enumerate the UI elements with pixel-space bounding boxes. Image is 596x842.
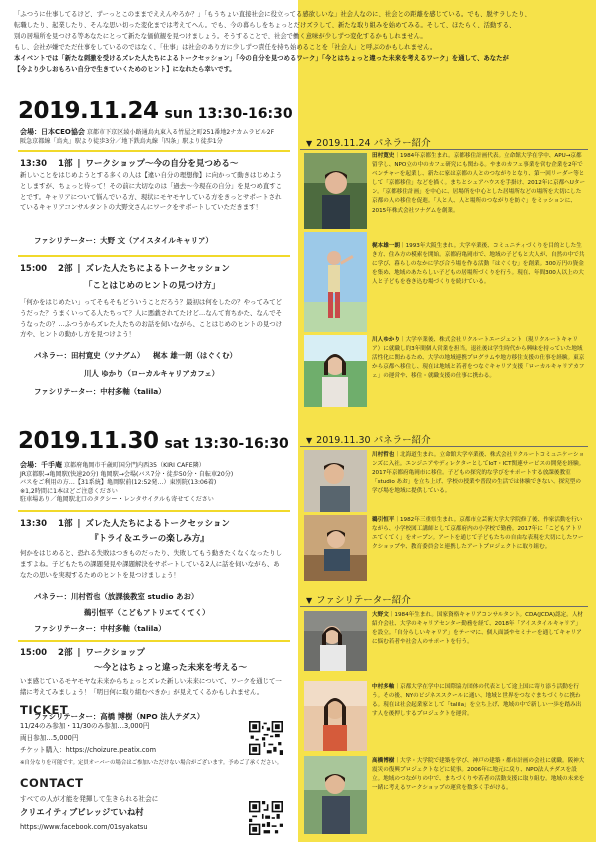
day2-venue-address: 京都府亀岡市千歳町国分門内西35（KIRI CAFE隣） — [63, 462, 205, 469]
intro-line: もし、会社が嫌でただ仕事をしているのではなく、「仕事」は社会のあり方に少しずつ責任を持ち始めることを「社会人」と呼ぶのかもしれません。 — [14, 43, 437, 51]
panelist-label: パネラー： — [34, 592, 71, 601]
facilitator-label: ファシリテーター： — [34, 712, 101, 721]
panelist-name: 田村寛史（ツナグム） — [70, 351, 145, 360]
panel-heading-day2: ▼ 2019.11.30 パネラー紹介 — [306, 435, 431, 446]
panel-rule — [300, 446, 588, 447]
contact-qr-code — [248, 800, 284, 836]
bio-ubiki — [372, 516, 586, 552]
day2-session2-desc: いま感じているモヤモヤな未来からちょっとズレた新しい未来について、ワークを通じて一緒に考えてみましょう！「明日何に取り組むべきか」が見えてくるかもしれません。 — [20, 677, 282, 696]
day1-session2-facilitator — [34, 384, 166, 400]
session-kind: ワークショップ — [85, 648, 145, 658]
day2-date-line — [18, 428, 289, 454]
session-part: 2部 — [58, 648, 73, 658]
day1-date-line — [18, 98, 293, 124]
photo-ono — [304, 611, 367, 671]
facilitator-label: ファシリテーター： — [34, 387, 101, 396]
session-time: 15:00 — [20, 648, 48, 658]
day1-session2-desc: 「何かをはじめたい」ってそもそもどういうことだろう？最初は何をしたの？やってみてどうだった？うまくいってる人たちって？人に悪戯されてたけど…なんて育ちかた、なんでそうなったの？…ふつうからズレた人たちのお話を伺いながら、ことはじめのヒントの見つけ方や、ヒントの動かし方を見つけよう！ — [20, 298, 283, 339]
day2-venue-label: 会場：千手庵 — [20, 461, 62, 469]
intro-line: 「ふつうに仕事してるけど、ずーっとこのままでええんやろか？」「もうちょい直接社会に役立ってる感欲しいな」社会人なのに、社会との距離を感じている。でも、脱サラしたり、 — [14, 11, 531, 18]
session-kind: ズレた人たちによるトークセッション — [85, 519, 230, 529]
session-title: 〜今の自分を見つめる〜 — [144, 159, 239, 169]
bio-nakamura — [372, 683, 586, 719]
day2-session1-desc: 何かをはじめると、恐れる失敗はつきものだったり、失敗してもう動きたくなくなったりしますよね。子どもたちの課題発見や課題解決をサポートしている2人に話を伺いながら、あなたの思いを実現するためのヒントを見つけましょう！ — [20, 549, 283, 579]
day1-session1-facilitator — [34, 233, 213, 249]
bio-text: ｜大学・大学院で建築を学び、神戸の建築・都市計画の会社に就職。阪神大震災の復興プロジェクトなどに従事。2006年に地元に戻り、NPO法人テダスを設立。地域のつながりの中で、まちづくりや若者の活動支援に取り組む。地域の未来を一緒に考えるワークショップの運営を数多く手がける。 — [372, 758, 585, 792]
photo-ubiki — [304, 515, 367, 581]
photo-tamura — [304, 153, 367, 229]
ticket-url[interactable]: チケット購入：https://choizure.peatix.com — [20, 746, 157, 754]
day1-time: sun 13:30-16:30 — [164, 106, 293, 122]
bio-name: 川村哲也 — [372, 452, 395, 458]
session-part: 1部 — [58, 519, 73, 529]
divider — [18, 255, 290, 257]
photo-kawahito — [304, 335, 367, 407]
day2-session1-panelist2: 鵜引恒平（こどもアトリエてくてく） — [84, 608, 210, 617]
bio-name: 大野文 — [372, 612, 389, 618]
bio-kawahito — [372, 336, 586, 381]
bio-ono — [372, 611, 586, 647]
bio-kajimoto — [372, 242, 586, 287]
ticket-qr-code — [248, 720, 284, 756]
session-part: 1部 — [58, 159, 73, 169]
day2-time: sat 13:30-16:30 — [164, 436, 289, 452]
panelist-name: 川村哲也（放課後教室 studio あお） — [70, 592, 199, 601]
bio-text: ｜1993年大阪生まれ。大学卒業後、コミュニティづくりを目的とした生き方、住み方の模索を開始。京都府亀岡市で、地域の子どもと大人が、自然の中で共に学び、暮らしのなかに学び合う場を作る活動「はぐくむ」を創業。300万円の資金を集め、地域のあたらしい子どもの居場所づくりを行う。現在、年間300人以上の大人と子どもを巻き込む場づくりを続けている。 — [372, 243, 585, 286]
day2-venue-access: ※1,2時間に1本ほどご注意ください — [20, 487, 118, 495]
session-part: 2部 — [58, 264, 73, 274]
facilitator-name: 大野 文（アイスタイルキャリア） — [100, 236, 213, 245]
divider — [18, 510, 290, 512]
panelist-label: パネラー： — [34, 351, 71, 360]
bio-text: ｜1982年三重県生まれ。京都市立芸術大学大学院修了後、作家活動を行いながら、小学校図工講師として京都府内の小学校で勤務。2017年に「こどもアトリエてくてく」をオープン。アートを通じて子どもたちの自由な表現を大切にしたワークショップや、教育委員会と連携したアートプロジェクトに取り組む。 — [372, 517, 584, 551]
divider — [18, 150, 290, 152]
ticket-heading: TICKET — [20, 703, 69, 717]
bio-name: 高橋博樹 — [372, 758, 395, 764]
day1-venue — [20, 128, 290, 146]
bio-tamura — [372, 152, 586, 216]
day1-venue-address: 京都市下京区綾小路通烏丸東入る竹屋之町251番地2ナカムラビル2F — [86, 129, 275, 136]
day2-session2-title: 〜今とはちょっと違った未来を考える〜 — [94, 663, 248, 673]
facilitator-label: ファシリテーター： — [34, 624, 101, 633]
bio-text: ｜大学卒業後、株式会社リクルートエージェント（現リクルートキャリア）に就職し約3年間個人営業を担当。退社後は学生時代から興味を持っていた地域活性化に関わるため、大学の地域連携プログラムや地方移住支援の仕事を経験。東京から京都へ移住し、現在は地域と若者をつなぐキャリア支援「ローカルキャリアカフェ」の運営や、移住・就職支援の仕事に携わる。 — [372, 337, 585, 380]
day2-session1-panelist1 — [34, 589, 198, 605]
panel-rule — [300, 606, 588, 607]
session-kind: ズレた人たちによるトークセッション — [85, 264, 230, 274]
day2-venue-access: バスをご利用の方…【31系統】亀岡駅前(12:52発…）東別院(13:06着) — [20, 479, 217, 487]
panel-heading-day1: ▼ 2019.11.24 パネラー紹介 — [306, 138, 431, 149]
intro-line: 転職したり、起業したり、そんな思い切った変化までは考えてへん。でも、今の暮らしをちょっとだけズラして、新たな取り組みを始めてみる。そして、ほたらく、活動する、 — [14, 21, 516, 29]
bio-name: 梶本雄一朗 — [372, 243, 400, 249]
bio-text: ｜京都大学在学中に国際協力団体の代表として途上国に寄り添う活動を行う。その後、NYのビジネススクールに通い、地域と世界をつなぐまちづくりに携わる。現在は社会起業家として「talila」を立ち上げ、地域の中で新しい一歩を踏み出す人を後押しするプロジェクトを運営。 — [372, 684, 582, 718]
day1-venue-label: 会場：日本CEO協会 — [20, 128, 85, 136]
day2-session1-head: 13:30 1部 | ズレた人たちによるトークセッション — [20, 519, 230, 529]
photo-nakamura — [304, 681, 367, 751]
session-kind: ワークショップ — [85, 159, 145, 169]
day1-session1-desc: 新しいことをはじめようとする多くの人は【違い自分の理想像】に向かって動きはじめようとしますが、ちょっと待って！その前に大切なのは「過去〜今現在の自分」を見つめ直すことです。キャリアについて悩んでいる方、現状にモヤモヤしている方をきっとサポートされているキャリアコンサルタントの大野文さんにワークをサポートしていただきます！ — [20, 171, 283, 212]
panel-heading-facilitator: ▼ ファシリテーター紹介 — [306, 595, 411, 606]
day1-session2-title: 「ことはじめのヒントの見つけ方」 — [84, 281, 221, 291]
day1-venue-access: 阪急京都線「烏丸」駅より徒歩3分／地下鉄烏丸線「四条」駅より徒歩1分 — [20, 137, 223, 145]
session-time: 13:30 — [20, 519, 48, 529]
day1-session2-panelists — [34, 348, 237, 364]
bio-name: 中村多軸 — [372, 684, 395, 690]
photo-takahashi — [304, 756, 367, 834]
bio-name: 田村寛史 — [372, 153, 395, 159]
day2-session1-facilitator — [34, 621, 166, 637]
bio-takahashi — [372, 757, 586, 793]
facilitator-label: ファシリテーター： — [34, 236, 101, 245]
facilitator-name: 高橋 博樹（NPO 法人テダス） — [100, 712, 205, 721]
bio-kawamura — [372, 451, 586, 496]
facilitator-name: 中村多軸（talila） — [100, 387, 166, 396]
intro-line: 【今より少しおもろい自分で生きていくためのヒント】になれたら幸いです。 — [14, 65, 236, 73]
ticket-line: 11/24のみ参加・11/30のみ参加…3,000円 — [20, 722, 150, 730]
day1-session1-head: 13:30 1部 | ワークショップ〜今の自分を見つめる〜 — [20, 159, 239, 169]
day1-date: 2019.11.24 — [18, 98, 159, 124]
intro-text — [14, 10, 582, 75]
facilitator-name: 中村多軸（talila） — [100, 624, 166, 633]
day2-venue-access: 駐車場あり／亀岡駅北口のタクシー・レンタサイクルも寄せてください — [20, 496, 214, 504]
divider — [18, 640, 290, 642]
photo-kawamura — [304, 450, 367, 512]
day1-session2-panelist3: 川人 ゆかり（ローカルキャリアカフェ） — [84, 369, 220, 378]
day2-venue — [20, 461, 290, 505]
ticket-note: ※自分なりを可能です。定員オーバーの場合はご参加いただけない場合がございます。予めご了承ください。 — [20, 760, 283, 766]
intro-line: 本イベントでは「新たな刺激を受けるズレた人たちによるトークセッション」「今の自分を見つめるワーク」「今とはちょっと違った未来を考えるワーク」を通して、あなたが — [14, 54, 509, 62]
panel-heading-text: 2019.11.24 パネラー紹介 — [316, 138, 431, 149]
contact-tagline: すべての人が才能を発揮して生きられる社会に — [20, 795, 159, 803]
day2-venue-access: JR京都駅→亀岡駅(快速20分) 亀岡駅→会場(バス7分・徒歩50分・自転車20分) — [20, 470, 234, 478]
bio-text: ｜1984年京都生まれ。京都移住計画代表。立命館大学在学中、APU→京都留学し、NPO立の中のカフェ研究にも関わる。やまのカフェ事業を営む企業を2年でベンチャーを起業し、新たに家は京都の人とのつながりとなり、第一回リーダー等として「京都移住」などを描く。まちとシェアハウスを手掛け、2012年に京都へUターン。「京都移住計画」を中心に、居場所を中心とした居場所などの場所を大切にした京都の人の移住を促進。「人と人、人と場所のつながりを紡ぐ」をミッションに、2015年株式会社ツナグムを創業。 — [372, 153, 586, 214]
bio-text: ｜北海道生まれ。立命館大学卒業後、株式会社リクルートコミュニケーションズに入社。エンジニアやディレクターとしてIoT・ICT関連サービスの開発を経験。2017年京都府亀岡市に移住。子どもの探究的な学びをサポートする放課後教室「studio あお」を立ち上げ、学校の授業や普段の生活では体験できない、探究型の学び場を地域に提供している。 — [372, 452, 585, 495]
panel-heading-text: 2019.11.30 パネラー紹介 — [316, 435, 431, 446]
day2-session2-head: 15:00 2部 | ワークショップ — [20, 648, 145, 658]
ticket-line: 両日参加…5,000円 — [20, 734, 79, 742]
session-time: 15:00 — [20, 264, 48, 274]
contact-heading: CONTACT — [20, 776, 84, 790]
panelist-name: 梶本 雄一朗（はぐくむ） — [153, 351, 237, 360]
panel-rule — [300, 149, 588, 150]
bio-name: 鵜引恒平 — [372, 517, 395, 523]
photo-kajimoto — [304, 232, 367, 332]
day1-session2-head: 15:00 2部 | ズレた人たちによるトークセッション — [20, 264, 230, 274]
bio-name: 川人ゆかり — [372, 337, 400, 343]
day2-date: 2019.11.30 — [18, 428, 159, 454]
intro-line: 別の居場所を見つける等あなたにとって新たな価値観を見つけましょう。そうすることで、社会で働く意味が少しずつ変化するかもしれません。 — [14, 32, 427, 40]
day2-session1-title: 『トライ＆エラーの楽しみ方』 — [90, 534, 209, 544]
contact-org: クリエイティブビレッジていね村 — [20, 807, 144, 817]
bio-text: ｜1984年生まれ。国家資格キャリアコンサルタント。CDA(JCDA)認定。人材紹介会社、大学のキャリアセンター勤務を経て、2018年「アイスタイルキャリア」を設立。「自分らしいキャリア」をテーマに、個人面談やセミナーを通してキャリアに悩む若者や社会人のサポートを行う。 — [372, 612, 584, 646]
panel-heading-text: ファシリテーター紹介 — [316, 595, 411, 606]
contact-url[interactable]: https://www.facebook.com/01syakatsu — [20, 823, 148, 831]
session-time: 13:30 — [20, 159, 48, 169]
